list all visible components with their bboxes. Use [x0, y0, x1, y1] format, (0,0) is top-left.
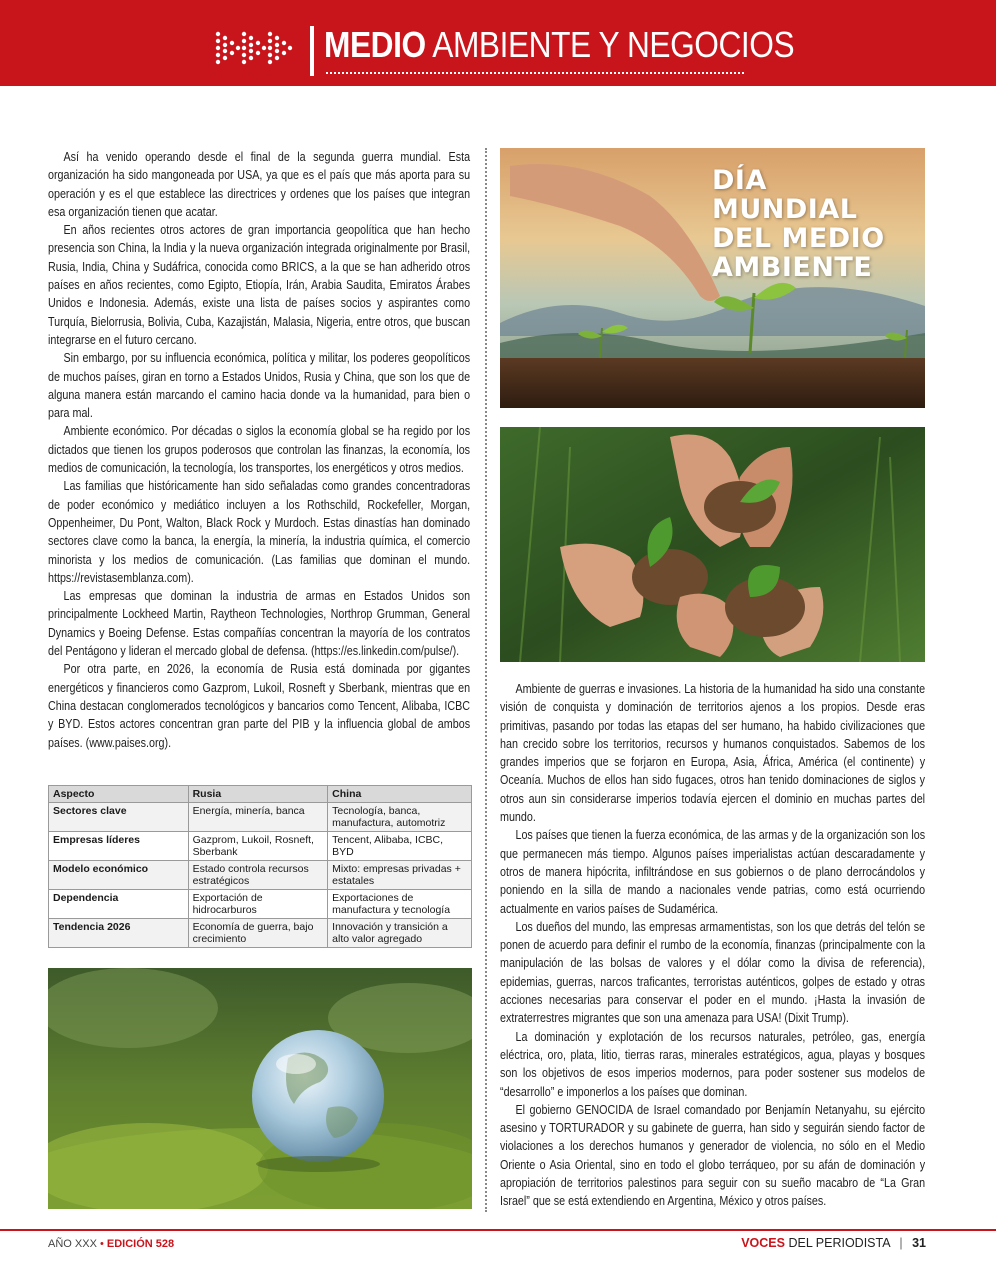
- column-separator: [485, 148, 487, 1212]
- header-dotted-rule: [326, 72, 744, 74]
- header-divider: [310, 26, 314, 76]
- paragraph: Ambiente económico. Por décadas o siglos la economía global se ha regido por los dictados que tienen los grupos poderosos que controlan las finanzas, la economía, los medios de comunicación, la tecnología, los transportes, los energéticos y otros medios.: [48, 424, 471, 476]
- poster-title-line: AMBIENTE: [712, 252, 873, 283]
- hands-holding-seedlings-photo: [500, 427, 925, 662]
- table-cell: Mixto: empresas privadas + estatales: [328, 861, 472, 890]
- footer-bullet: •: [99, 1238, 104, 1250]
- table-row: [49, 832, 472, 861]
- table-row: [49, 919, 472, 948]
- poster-title: [712, 166, 885, 282]
- table-cell: Tencent, Alibaba, ICBC, BYD: [328, 832, 472, 861]
- table-cell: Economía de guerra, bajo crecimiento: [188, 919, 328, 948]
- table-cell: Tecnología, banca, manufactura, automotriz: [328, 803, 472, 832]
- footer-rule: [0, 1229, 996, 1231]
- left-column-text: [48, 148, 470, 752]
- paragraph: Por otra parte, en 2026, la economía de Rusia está dominada por gigantes energéticos y financieros como Gazprom, Lukoil, Rosneft y Sberbank, mientras que en China destacan conglomerados tecnológicos y bancarios como Tencent, Alibaba, ICBC y BYD. Estos actores concentran gran parte del PIB y la influencia global de ambos países. (www.paises.org).: [48, 662, 471, 750]
- globe-on-moss-photo: [48, 968, 472, 1209]
- section-title: [324, 24, 794, 66]
- section-header: [0, 0, 996, 86]
- table-header-cell: Rusia: [188, 786, 328, 803]
- table-header-cell: Aspecto: [49, 786, 189, 803]
- paragraph: Las familias que históricamente han sido señaladas como grandes concentradoras de poder económico y mediático incluyen a los Rothschild, Rockefeller, Morgan, Oppenheimer, Du Pont, Walton, Black Rock y Murdoch. Estas dinastías han dominado sectores clave como la banca, la energía, la minería, la industria química, el comercio minorista y los medios de comunicación. (Las familias que dominan el mundo. https://revistasemblanza.com).: [48, 479, 471, 585]
- paragraph: Los dueños del mundo, las empresas armamentistas, son los que detrás del telón se ponen de acuerdo para definir el rumbo de la economía, finanzas (principalmente con la manipulación de las bolsas de valores y el dólar como la divisa de referencia), epidemias, guerras, narcos traficantes, terroristas auténticos, golpes de estado y otras acciones necesarias para conservar el poder en el mundo. ¡Hasta la invasión de extraterrestres migrantes que son una amenaza para USA! (Dixit Trump).: [500, 919, 926, 1026]
- table-cell: Estado controla recursos estratégicos: [188, 861, 328, 890]
- table-row: [49, 861, 472, 890]
- footer-publication: [741, 1236, 926, 1250]
- table-header-cell: China: [328, 786, 472, 803]
- table-row: [49, 803, 472, 832]
- poster-title-line: DÍA: [712, 165, 767, 196]
- paragraph: Ambiente de guerras e invasiones. La historia de la humanidad ha sido una constante visión de conquista y dominación de territorios ajenos a los propios. Desde eras primitivas, pasando por todas las etapas del ser humano, ha habido civilizaciones que han crecido sobre los territorios, recursos y humanos conquistados. Sabemos de los grandes imperios que se forjaron en Europa, Asia, África, América (el continente) y Oceanía. Muchos de ellos han sido fugaces, otros han tenido dominaciones de siglos y otros aun sin considerarse imperios todavía ejercen el dominio en muchas partes del mundo.: [500, 682, 926, 825]
- poster-title-line: DEL MEDIO: [712, 223, 885, 254]
- table-cell: Innovación y transición a alto valor agregado: [328, 919, 472, 948]
- section-title-bold: MEDIO: [324, 24, 426, 65]
- table-cell: Dependencia: [49, 890, 189, 919]
- table-row: [49, 890, 472, 919]
- table-cell: Empresas líderes: [49, 832, 189, 861]
- paragraph: Los países que tienen la fuerza económica, de las armas y de la organización son los que permanecen más tiempo. Algunos países imperialistas actúan descaradamente y otros de manera hipócrita, infiltrándose en sus gobiernos o de plano derrocándolos y poniendo en la silla de mando a nacionales vende patrias, como está ocurriendo actualmente en varios países de Sudamérica.: [500, 828, 926, 916]
- table-cell: Exportaciones de manufactura y tecnología: [328, 890, 472, 919]
- table-cell: Energía, minería, banca: [188, 803, 328, 832]
- paragraph: El gobierno GENOCIDA de Israel comandado por Benjamín Netanyahu, su ejército asesino y TORTURADOR y su gabinete de guerra, han sido y seguirán siendo factor de violaciones a los derechos humanos y generador de violencia, no sólo en el Medio Oriente o Asia Oriental, sino en todo el globo terráqueo, por su afán de dominación y apropiación de territorios palestinos para seguir con su sueño macabro de “La Gran Israel” que se está extendiendo en Argentina, México y otros países.: [500, 1102, 926, 1209]
- footer-brand: VOCES: [741, 1236, 785, 1250]
- section-title-rest: AMBIENTE Y NEGOCIOS: [432, 24, 795, 65]
- page-number: 31: [912, 1236, 926, 1250]
- right-column-text: [500, 680, 925, 1211]
- paragraph: Las empresas que dominan la industria de armas en Estados Unidos son principalmente Lockheed Martin, Raytheon Technologies, Northrop Grumman, General Dynamics y Boeing Defense. Estas compañías concentran la mayoría de los contratos del Pentágono y lideran el mercado global de defensa. (https://es.linkedin.com/pulse/).: [48, 589, 471, 659]
- header-arrows-icon: [214, 28, 294, 68]
- table-header-row: [49, 786, 472, 803]
- table-cell: Modelo económico: [49, 861, 189, 890]
- paragraph: Así ha venido operando desde el final de la segunda guerra mundial. Esta organización ha sido mangoneada por USA, ya que es el país que más aporta para su operación y es el que establece las directrices y ordenes que los países que integran esa organización tienen que acatar.: [48, 150, 471, 219]
- paragraph: En años recientes otros actores de gran importancia geopolítica que han hecho presencia son China, la India y la nueva organización integrada originalmente por Brasil, Rusia, India, China y Sudáfrica, conocida como BRICS, a la que se han adherido otros países en años recientes, como Egipto, Etiopía, Irán, Arabia Saudita, Emiratos Árabes Unidos e Indonesia. Además, existe una lista de países socios y aspirantes como Turquía, Bielorrusia, Bolivia, Cuba, Kazajistán, Malasia, Nigeria, entre otros, que buscan integrarse en el futuro cercano.: [48, 223, 471, 347]
- table-cell: Gazprom, Lukoil, Rosneft, Sberbank: [188, 832, 328, 861]
- footer-separator: |: [899, 1236, 903, 1250]
- paragraph: La dominación y explotación de los recursos naturales, petróleo, gas, energía eléctrica, oro, plata, litio, tierras raras, minerales estratégicos, agua, playas y bosques son los objetivos de esos imperios modernos, para poder sostener sus modelos de “desarrollo” e imponerlos a los países que dominan.: [500, 1029, 926, 1099]
- footer-edition-number: EDICIÓN 528: [106, 1238, 175, 1250]
- poster-title-line: MUNDIAL: [712, 194, 858, 225]
- paragraph: Sin embargo, por su influencia económica, política y militar, los poderes geopolíticos de muchos países, giran en torno a Estados Unidos, Rusia y China, que son los que de alguna manera están marcando el camino hacia donde va la humanidad, para bien o para mal.: [48, 351, 471, 421]
- footer-year: AÑO XXX: [48, 1238, 97, 1250]
- footer-brand-rest: DEL PERIODISTA: [788, 1236, 890, 1250]
- table-cell: Exportación de hidrocarburos: [188, 890, 328, 919]
- table-cell: Sectores clave: [49, 803, 189, 832]
- table-cell: Tendencia 2026: [49, 919, 189, 948]
- footer-edition: [48, 1238, 174, 1250]
- comparison-table: [48, 785, 472, 948]
